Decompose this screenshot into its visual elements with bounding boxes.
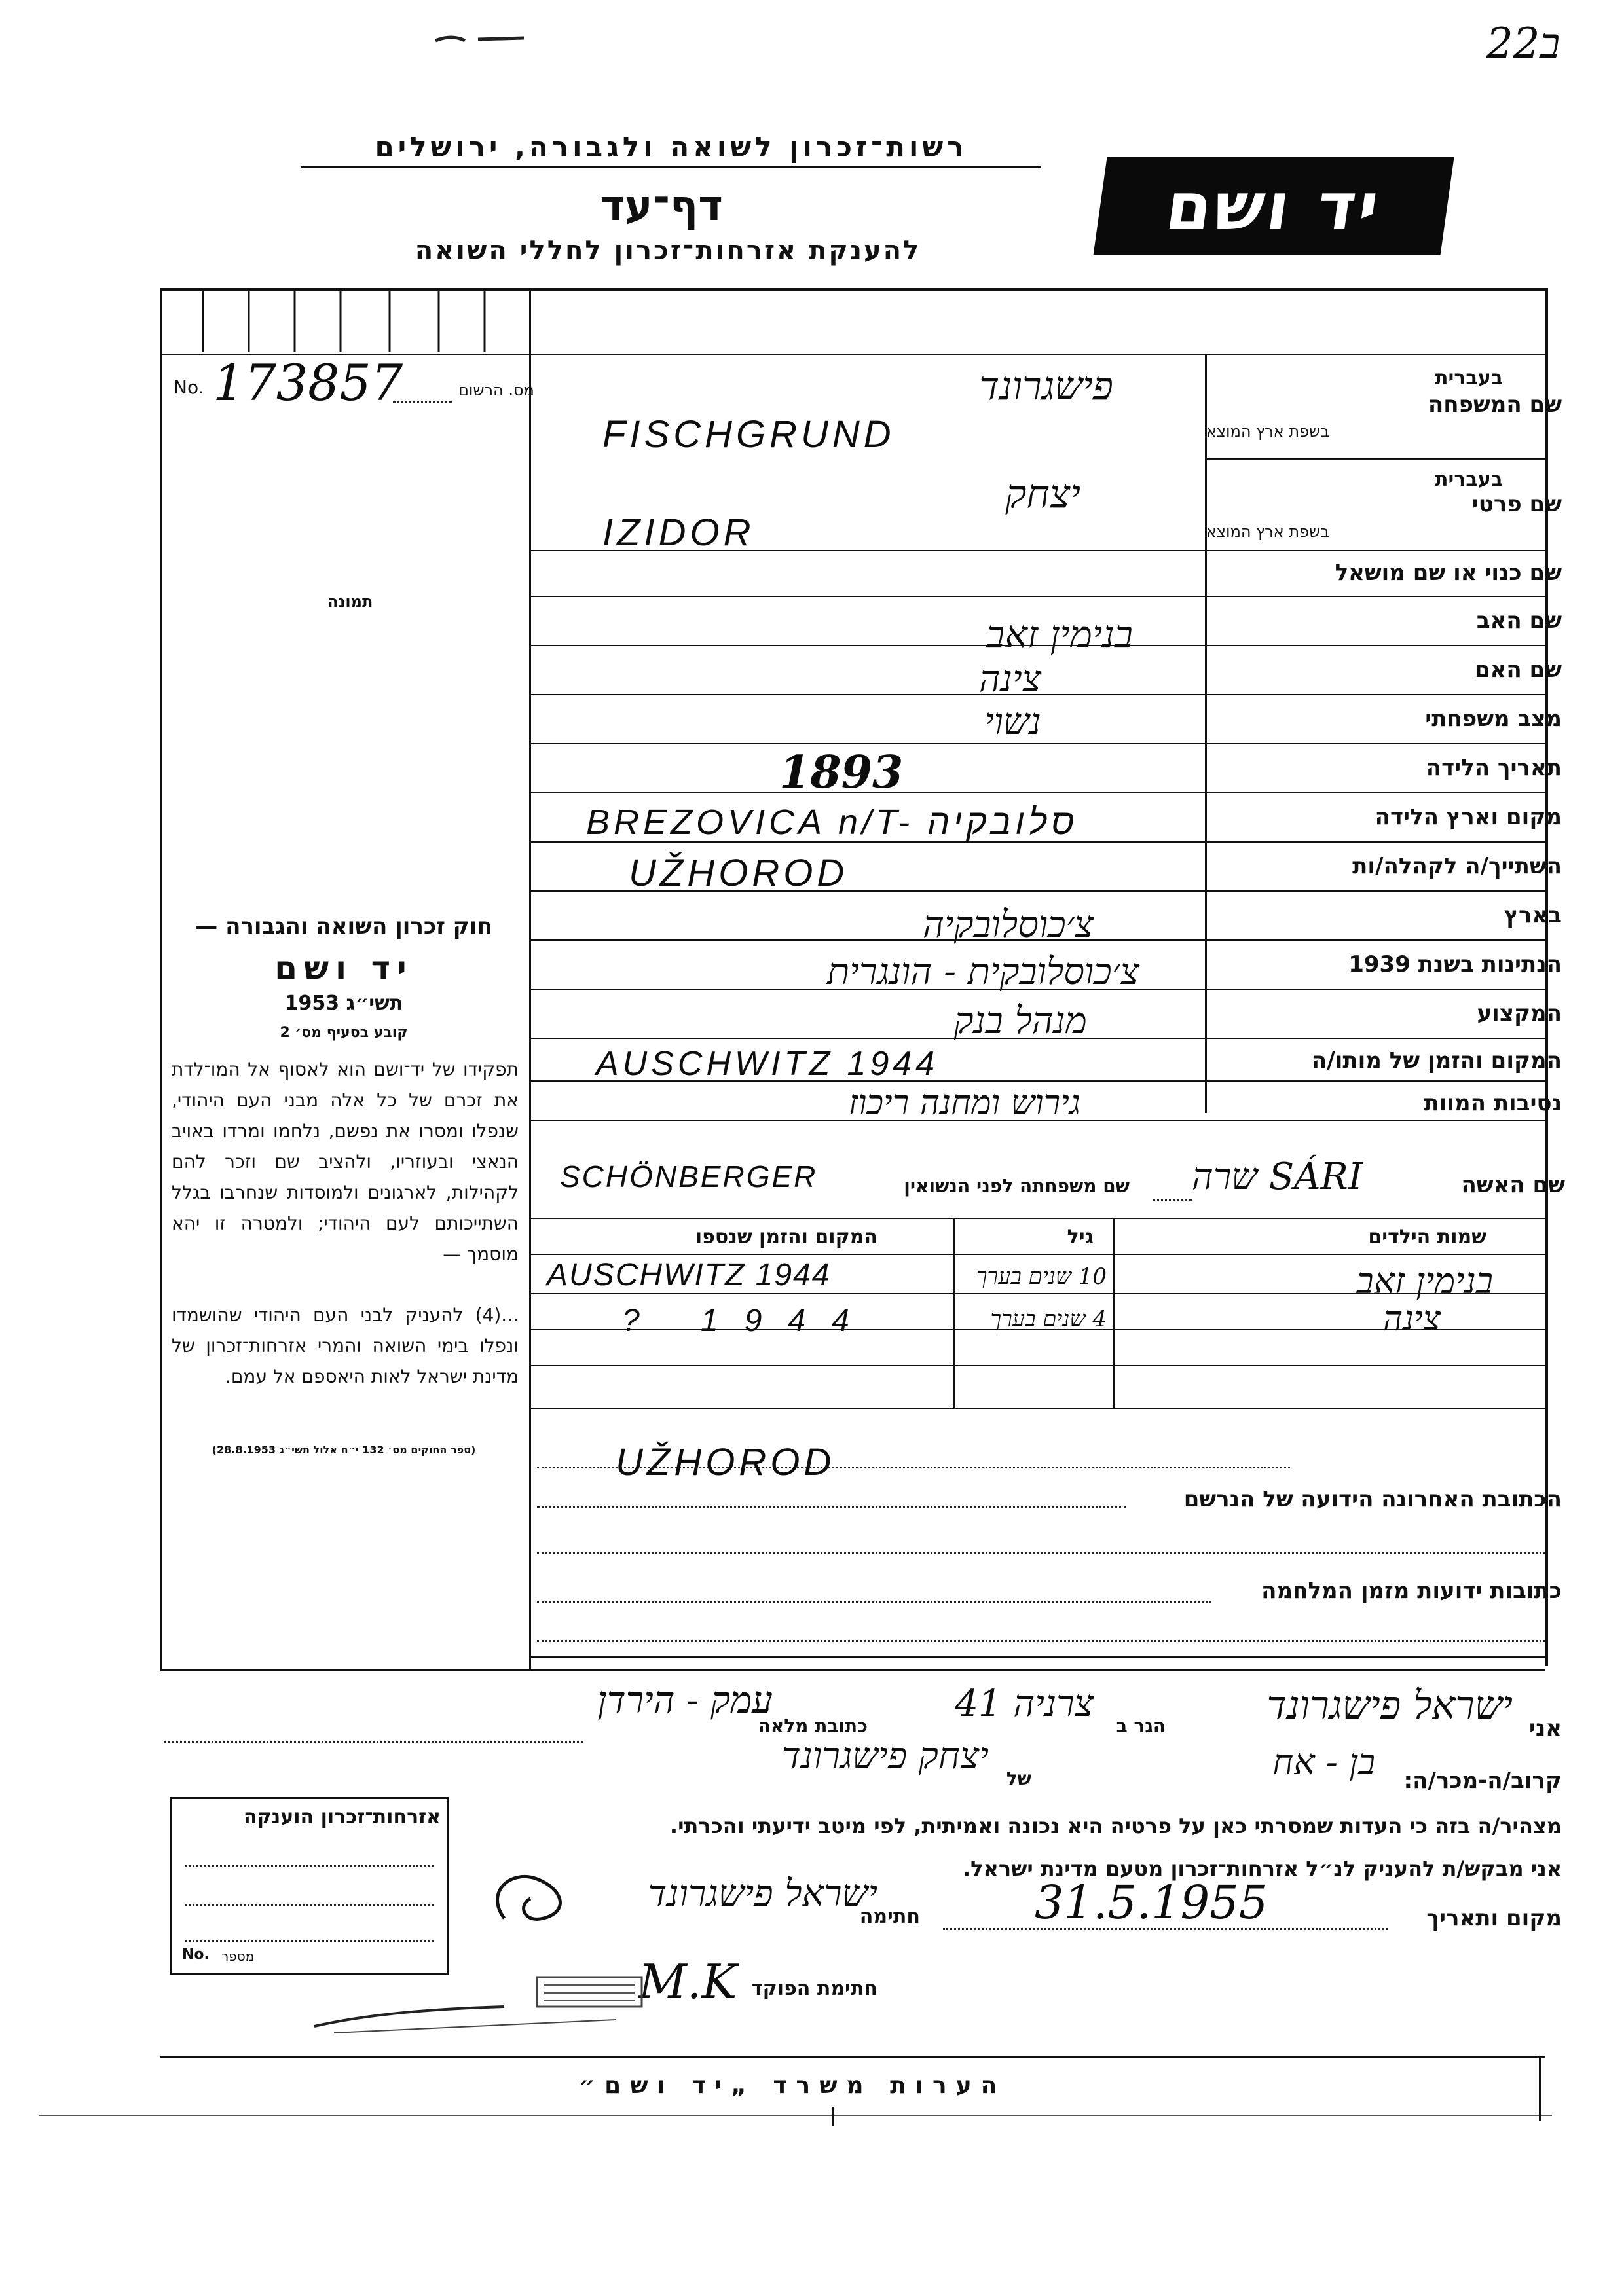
birthdate-label: תאריך הלידה [1426,755,1562,781]
header-title: דף־עד [600,182,723,230]
registration-label: מס. הרשום [458,381,534,399]
country-value: צ׳כוסלובקיה [923,903,1094,946]
decl-address: עמק - הירדן [597,1679,773,1722]
surname-origin-label: בשפת ארץ המוצא [1206,422,1329,441]
surname-hebrew-value: פישגרונד [979,363,1113,409]
page-number: 22ב [1486,20,1560,68]
father-label: שם האב [1476,608,1562,634]
children-place-label: המקום והזמן שנספו [695,1226,877,1248]
child-1-name: בנימין זאב [1356,1260,1493,1302]
yad-vashem-logo [1093,157,1454,255]
decl-full-address-label: כתובת מלאה [758,1715,868,1737]
children-age-label: גיל [1067,1226,1094,1248]
decl-date: 31.5.1955 [1035,1876,1268,1929]
law-year: תשי״ג 1953 [284,992,403,1015]
child-2-age: 4 שנים בערך [990,1306,1107,1332]
child-2-name: צינה [1382,1300,1441,1339]
war-address-label: כתובות ידועות מזמן המלחמה [1261,1578,1562,1604]
law-ref: (ספר החוקים מס׳ 132 י״ח אלול תשי״ג 28.8.1953) [212,1444,476,1456]
community-value: UŽHOROD [629,852,849,894]
decl-relation-label: קרוב/ה-מכר/ה: [1403,1768,1562,1794]
firstname-label: שם פרטי [1471,491,1562,517]
child-1-place: AUSCHWITZ 1944 [547,1258,831,1292]
birthplace-value: BREZOVICA n/T- סלובקיה [586,803,1079,842]
death-circ-value: גירוש ומחנה ריכוז [848,1084,1080,1123]
registration-no-label: No. [174,376,204,398]
decl-relation: בן - אח [1272,1741,1375,1783]
surname-origin-value: FISCHGRUND [602,413,895,456]
law-clause: קובע בסעיף מס׳ 2 [280,1025,408,1041]
top-cells [164,291,527,352]
citizenship-box-no-label: No. [182,1946,210,1963]
death-circ-label: נסיבות המוות [1424,1090,1562,1116]
birthplace-label: מקום וארץ הלידה [1375,804,1562,830]
mother-label: שם האם [1474,657,1562,683]
citizenship-value: צ׳כוסלובקית - הונגרית [827,951,1139,993]
surname-label: שם המשפחה [1428,392,1562,418]
law-name: יד ושם [274,949,413,987]
citizenship-granted-box [170,1797,449,1975]
header-subtitle: להענקת אזרחות־זכרון לחללי השואה [415,236,921,266]
scribble-mark [432,33,530,45]
law-text-2: ...(4) להעניק לבני העם היהודי שהושמדו ונפלו בימי השואה והמרי אזרחות־זכרון של מדינת ישראל לאות היאספם אל עמם. [172,1304,519,1387]
decl-statement: מצהיר/ה בזה כי העדות שמסרתי כאן על פרטיה היא נכונה ואמיתית, לפי מיטב ידיעתי והכרתי. [669,1813,1562,1838]
law-text: תפקידו של יד־ושם הוא לאסוף אל המו־לדת את זכרם של כל אלה מבני העם היהודי, שנפלו ומסרו את נפשם, נלחמו ומרדו באויב הנאצי ובעוזריו, ולהציב שם וזכר להם לקהילות, לארגונים ולמוסדות שנחרבו בגלל השתייכותם לעם היהודי; ולמטרה זו יהא מוסמך — [172,1059,519,1265]
officer-signature-label: חתימת הפוקד [751,1977,877,2000]
child-1-age: 10 שנים בערך [976,1264,1107,1290]
wife-name-value: שרה SÁRI [1192,1156,1363,1198]
law-title: חוק זכרון השואה והגבורה — [195,913,492,939]
decl-city: צרניה 41 [955,1683,1094,1725]
marital-value: נשוי [984,701,1041,743]
surname-hebrew-label: בעברית [1435,367,1503,390]
citizenship-label: הנתינות בשנת 1939 [1348,951,1562,977]
signature-loop [485,1866,583,1931]
occupation-label: המקצוע [1477,1000,1562,1027]
citizenship-box-number-label: מספר [221,1948,255,1964]
marital-label: מצב משפחתי [1425,706,1562,732]
firstname-hebrew-label: בעברית [1435,468,1503,491]
wife-maiden-label: שם משפחתה לפני הנשואין [904,1175,1130,1197]
death-place-label: המקום והזמן של מותו/ה [1311,1048,1562,1074]
decl-request: אני מבקש/ת להעניק לנ״ל אזרחות־זכרון מטעם מדינת ישראל. [963,1856,1562,1881]
logo-text: יד ושם [1161,168,1386,245]
citizenship-box-title: אזרחות־זכרון הוענקה [243,1806,441,1829]
header-org: רשות־זכרון לשואה ולגבורה, ירושלים [301,131,1041,168]
firstname-origin-label: בשפת ארץ המוצא [1206,522,1329,541]
wife-maiden-value: SCHÖNBERGER [560,1159,818,1194]
decl-of-name: יצחק פישגרונד [781,1735,989,1777]
registration-number: 173857 [213,354,403,412]
footer-notes-label: הערות משרד „יד ושם״ [578,2072,1006,2099]
official-stamp [308,1971,648,2043]
decl-i-label: אני [1528,1715,1562,1741]
photo-label: תמונה [327,592,373,611]
last-address-value: UŽHOROD [616,1441,836,1484]
decl-place-date-label: מקום ותאריך [1426,1905,1562,1931]
decl-signature: ישראל פישגרונד [648,1872,877,1915]
occupation-value: מנהל בנק [953,1000,1087,1042]
last-address-label: הכתובת האחרונה הידועה של הנרשם [1183,1486,1562,1512]
wife-label: שם האשה [1461,1172,1565,1198]
officer-signature: M.K [638,1954,737,2009]
death-place-value: AUSCHWITZ 1944 [596,1045,939,1083]
firstname-origin-value: IZIDOR [602,511,755,554]
nickname-label: שם כנוי או שם מושאל [1335,560,1562,586]
decl-signature-label: חתימה [859,1905,920,1928]
community-label: השתייך/ה לקהלה/ות [1352,853,1562,879]
decl-of-label: של [1006,1768,1031,1789]
country-label: בארץ [1504,902,1562,928]
children-names-label: שמות הילדים [1368,1226,1486,1248]
birthdate-value: 1893 [779,746,904,799]
child-2-place: ? 1944 [622,1303,876,1338]
decl-name: ישראל פישגרונד [1266,1683,1513,1728]
father-value: בנימין זאב [986,612,1133,657]
decl-resides-label: הגר ב [1116,1715,1166,1737]
mother-value: צינה [978,658,1041,701]
firstname-hebrew-value: יצחק [1005,471,1080,517]
